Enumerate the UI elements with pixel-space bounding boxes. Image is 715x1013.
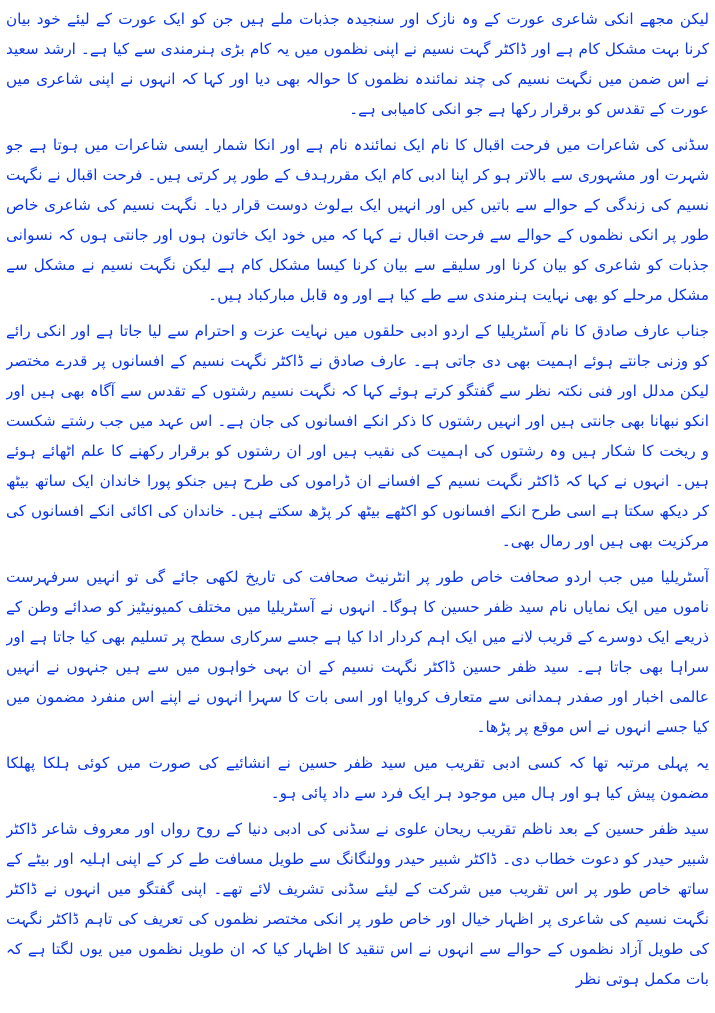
paragraph-5: یہ پہلی مرتبہ تھا کہ کسی ادبی تقریب میں سید ظفر حسین نے انشائیے کی صورت میں کوئی ہلکا پھلکا مضمون پیش کیا ہو اور ہال میں موجود ہر ایک فرد سے داد پائی ہو۔ (6, 754, 709, 802)
paragraph-6: سید ظفر حسین کے بعد ناظم تقریب ریحان علوی نے سڈنی کی ادبی دنیا کے روح رواں اور معروف شاعر ڈاکٹر شبیر حیدر کو دعوت خطاب دی۔ ڈاکٹر شبیر حیدر وولنگانگ سے طویل مسافت طے کر کے اپنی اہلیہ اور بیٹے کے ساتھ خاص طور پر اس تقریب میں شرکت کے لیئے سڈنی تشریف لائے تھے۔ اپنی گفتگو میں انہوں نے ڈاکٹر نگہت نسیم کی شاعری پر اظہار خیال اور خاص طور پر انکی مختصر نظموں کی تعریف کی تاہم ڈاکٹر نگہت کی طویل آزاد نظموں کے حوالے سے انہوں نے اس تنقید کا اظہار کیا کہ ان طویل نظموں میں یوں لگتا ہے کہ بات مکمل ہوتی نظر (6, 820, 709, 988)
paragraph-3: جناب عارف صادق کا نام آسٹریلیا کے اردو ادبی حلقوں میں نہایت عزت و احترام سے لیا جاتا ہے اور انکی رائے کو وزنی جانتے ہوئے اہمیت بھی دی جاتی ہے۔ عارف صادق نے ڈاکٹر نگہت نسیم کے افسانوں پر قدرے مختصر لیکن مدلل اور فنی نکتہ نظر سے گفتگو کرتے ہوئے کہا کہ نگہت نسیم رشتوں کے تقدس سے آگاہ بھی ہیں اور انکو نبھانا بھی جانتی ہیں اور انہیں رشتوں کا ذکر انکے افسانوں کی جان ہے۔ اس عہد میں جب رشتے شکست و ریخت کا شکار ہیں وہ رشتوں کی اہمیت کی نقیب ہیں اور ان رشتوں کو برقرار رکھنے کا علم اٹھائے ہوئے ہیں۔ انہوں نے کہا کہ ڈاکٹر نگہت نسیم کے افسانے ان ڈراموں کی طرح ہیں جنکو پورا خاندان ایک ساتھ بیٹھ کر دیکھ سکتا ہے اسی طرح انکے افسانوں کو اکٹھے بیٹھ کر پڑھ سکتے ہیں۔ خاندان کی اکائی انکے افسانوں کی مرکزیت بھی ہیں اور رمال بھی۔ (6, 322, 709, 550)
paragraph-1: لیکن مجھے انکی شاعری عورت کے وہ نازک اور سنجیدہ جذبات ملے ہیں جن کو ایک عورت کے لیئے خود بیان کرنا بہت مشکل کام ہے اور ڈاکٹر گہت نسیم نے اپنی نظموں میں یہ کام بڑی ہنرمندی سے کیا ہے۔ ارشد سعید نے اس ضمن میں نگہت نسیم کی چند نمائندہ نظموں کا حوالہ بھی دیا اور کہا کہ انہوں نے اپنی شاعری میں عورت کے تقدس کو برقرار رکھا ہے جو انکی کامیابی ہے۔ (6, 10, 709, 118)
paragraph-2: سڈنی کی شاعرات میں فرحت اقبال کا نام ایک نمائندہ نام ہے اور انکا شمار ایسی شاعرات میں ہوتا ہے جو شہرت اور مشہوری سے بالاتر ہو کر اپنا ادبی کام ایک مقررہدف کے طور پر کرتی ہیں۔ فرحت اقبال نے نگہت نسیم کی زندگی کے حوالے سے باتیں کیں اور انہیں ایک بےلوث دوست قرار دیا۔ نگہت نسیم کی شاعری خاص طور پر انکی نظموں کے حوالے سے فرحت اقبال نے کہا کہ میں خود ایک خاتون ہوں اور جانتی ہوں کہ نسوانی جذبات کو شاعری کو بیان کرنا اور سلیقے سے بیان کرنا کیسا مشکل کام ہے لیکن نگہت نسیم نے مشکل سے مشکل مرحلے کو بھی نہایت ہنرمندی سے طے کیا ہے اور وہ قابل مبارکباد ہیں۔ (6, 136, 709, 304)
paragraph-4: آسٹریلیا میں جب اردو صحافت خاص طور پر انٹرنیٹ صحافت کی تاریخ لکھی جائے گی تو انہیں سرفہرست ناموں میں ایک نمایاں نام سید ظفر حسین کا ہوگا۔ انہوں نے آسٹریلیا میں مختلف کمیونیٹیز کو صدائے وطن کے ذریعے ایک دوسرے کے قریب لانے میں ایک اہم کردار ادا کیا ہے جسے سرکاری سطح پر تسلیم بھی کیا جاتا ہے اور سراہا بھی جاتا ہے۔ سید ظفر حسین ڈاکٹر نگہت نسیم کے ان بہی خواہوں میں سے ہیں جنہوں نے انہیں عالمی اخبار اور صفدر ہمدانی سے متعارف کروایا اور اسی بات کا سہرا انہوں نے اپنے اس منفرد مضمون میں کیا جسے انہوں نے اس موقع پر پڑھا۔ (6, 568, 709, 736)
urdu-article-page (6, 4, 709, 1009)
